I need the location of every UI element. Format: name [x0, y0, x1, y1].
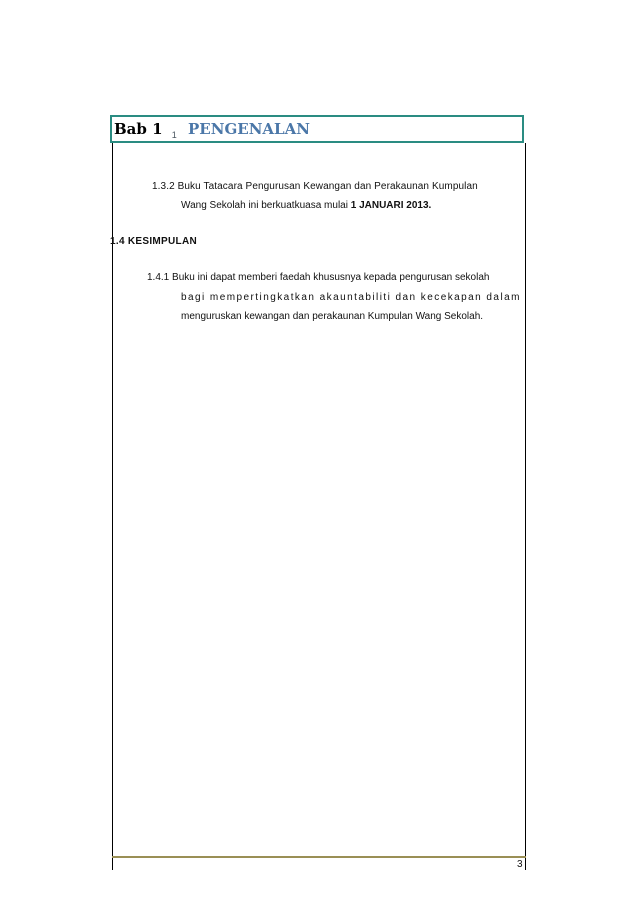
content-frame	[112, 143, 526, 870]
footer-rule	[112, 856, 526, 858]
page-number: 3	[517, 859, 523, 870]
item-1-3-2-line-2	[181, 200, 431, 212]
chapter-title: PENGENALAN	[188, 120, 310, 138]
chapter-subscript: 1	[171, 130, 177, 140]
item-1-4-1-line-1: 1.4.1 Buku ini dapat memberi faedah khususnya kepada pengurusan sekolah	[147, 272, 490, 283]
chapter-label: Bab 1	[114, 120, 163, 138]
chapter-header	[110, 115, 524, 143]
chapter-header-title	[114, 119, 310, 145]
item-1-4-1-line-3: menguruskan kewangan dan perakaunan Kumpulan Wang Sekolah.	[181, 311, 484, 322]
item-1-3-2-line-1: 1.3.2 Buku Tatacara Pengurusan Kewangan dan Perakaunan Kumpulan	[152, 181, 478, 192]
item-1-3-2-text: Wang Sekolah ini berkuatkuasa mulai	[181, 200, 351, 211]
item-1-4-1-line-2: bagi mempertingkatkan akauntabiliti dan kecekapan dalam	[181, 292, 521, 303]
effective-date: 1 JANUARI 2013.	[350, 200, 432, 211]
section-heading-kesimpulan: 1.4 KESIMPULAN	[110, 236, 197, 247]
